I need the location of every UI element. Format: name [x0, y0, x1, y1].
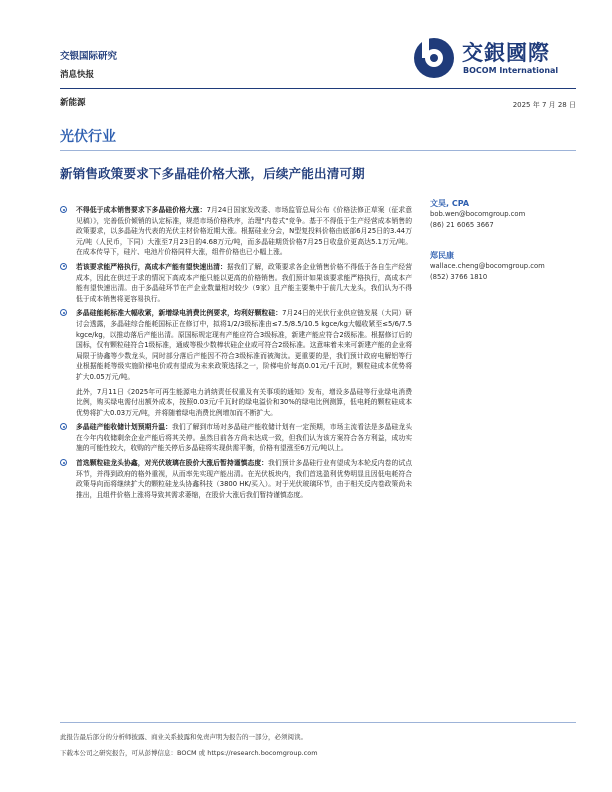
footer-divider — [60, 722, 576, 723]
bullet-lead: 多晶硅产能收储计划预期升温： — [76, 423, 173, 432]
bullet-text: 据我们了解，政策要求各企业销售价格不得低于各自生产经营成本，因此在供过于求的情况下高成本产能只能以更高的价格销售。我们预计如果该要求能严格执行，高成本产能有望快速出清。由于多晶硅环节在产企业数量相对较少（9家）且产能主要集中于前几大龙头，我们认为不得低于成本销售将更容易执行。 — [76, 262, 413, 303]
bullet-point — [60, 205, 412, 258]
logo-en: BOCOM International — [463, 66, 559, 75]
header-divider — [60, 88, 576, 89]
report-type: 消息快报 — [60, 70, 95, 80]
analyst-name: 郑民康 — [430, 251, 454, 260]
analyst-email[interactable]: bob.wen@bocomgroup.com — [430, 210, 526, 218]
bullet-lead: 首选颗粒硅龙头协鑫，对光伏玻璃在股价大涨后暂持谨慎态度： — [76, 459, 269, 468]
bullet-lead: 若该要求能严格执行，高成本产能有望快速出清： — [76, 262, 227, 271]
bocom-logo-icon — [412, 36, 456, 80]
bullet-point — [60, 458, 412, 500]
analyst-card — [430, 198, 525, 231]
report-body — [60, 205, 412, 504]
bullet-text: 我们预计多晶硅行业有望成为本轮反内卷的试点环节，并得到政府的格外重视，从而率先实现产能出清。在光伏板块内，我们首选盈利优势明显且因低电耗符合政策导向而将继续扩大的颗粒硅龙头协鑫科技（3800 HK/买入）。对于光伏玻璃环节，由于相关反内卷政策尚未推出，且组件价格上涨将导致其需求萎缩，在股价大涨后我们暂持谨慎态度。 — [76, 459, 413, 499]
disclaimer-note: 此报告最后部分的分析师披露、商业关系披露和免责声明为报告的一部分，必须阅读。 — [60, 733, 307, 741]
industry-label: 光伏行业 — [60, 129, 116, 145]
bullet-point — [60, 262, 412, 304]
extra-paragraph: 此外，7月11日《2025年可再生能源电力消纳责任权重及有关事项的通知》发布，增设多晶硅等行业绿电消费比例，购买绿电需付出额外成本，按照0.03元/千瓦时的绿电溢价和30%的绿电比例测算，低电耗的颗粒硅成本优势将扩大0.03万元/吨，并将随着绿电消费比例增加而不断扩大。 — [76, 387, 412, 417]
logo-cn: 交銀國際 — [462, 41, 550, 65]
bullet-icon — [60, 206, 67, 213]
analyst-email[interactable]: wallace.cheng@bocomgroup.com — [430, 262, 545, 270]
bullet-icon — [60, 263, 67, 270]
brand-name: 交银国际研究 — [60, 51, 118, 62]
bullet-point — [60, 422, 412, 454]
bullet-icon — [60, 423, 67, 430]
page-title: 新销售政策要求下多晶硅价格大涨，后续产能出清可期 — [60, 166, 365, 181]
bullet-text: 7月24日国家发改委、市场监管总局公布《价格法修正草案（征求意见稿）》，完善低价倾销的认定标准，规范市场价格秩序，治理"内卷式"竞争。基于不得低于生产经营成本销售的政策要求，以多晶硅为代表的光伏主材价格近期大涨。根据硅业分会，N型复投料价格由底部6月25日的3.44万元/吨（人民币，下同）大涨至7月23日的4.68万元/吨，而多晶硅期货价格7月25日收盘价更高达5.1万元/吨。在成本传导下，硅片、电池片价格同样大涨，组件价格也已小幅上涨。 — [76, 206, 412, 257]
bullet-point — [60, 308, 412, 382]
section-label: 新能源 — [60, 98, 86, 108]
bullet-text: 7月24日的光伏行业供应链发展（大同）研讨会透露，多晶硅综合能耗国标正在修订中，拟将1/2/3级标准由≤7.5/8.5/10.5 kgce/kg大幅收紧至≤5/6/7.5 kgce/kg，以推动落后产能出清。原国标规定现有产能应符合3级标准，新建产能应符合2级标准。根据修订后的国标，仅有颗粒硅符合1级标准，通威等极少数棒状硅企业或可符合2级标准。这意味着未来可新建产能的企业将局限于协鑫等少数龙头，同时部分落后产能因不符合3级标准而被淘汰。更重要的是，我们预计政府电解铝等行业根据能耗等级实施阶梯电价或有望成为未来政策选择之一，阶梯电价每高0.01元/千瓦时，颗粒硅成本优势将扩大0.05万元/吨。 — [76, 309, 412, 381]
analyst-phone: (852) 3766 1810 — [430, 273, 488, 281]
report-date: 2025 年 7 月 28 日 — [512, 101, 576, 109]
analyst-card — [430, 250, 545, 283]
bullet-text: 我们了解到市场对多晶硅产能收储计划有一定预期，市场主流看法是多晶硅龙头在今年内收储剩余企业产能后将其关停。虽然目前各方尚未达成一致，但我们认为该方案符合各方利益，成功实施的可能性较大，收购的产能关停后多晶硅将实现供需平衡，价格有望涨至6万元/吨以上。 — [76, 423, 413, 453]
bullet-icon — [60, 309, 67, 316]
analyst-phone: (86) 21 6065 3667 — [430, 221, 494, 229]
bullet-icon — [60, 459, 67, 466]
bullet-lead: 多晶硅能耗标准大幅收紧，新增绿电消费比例要求，均利好颗粒硅： — [76, 309, 283, 318]
bullet-lead: 不得低于成本销售要求下多晶硅价格大涨： — [76, 206, 207, 214]
title-divider — [60, 150, 576, 151]
download-note[interactable]: 下载本公司之研究报告，可从彭博信息：BOCM 或 https://research.bocomgroup.com — [60, 749, 318, 757]
analyst-name: 文昊, CPA — [430, 199, 470, 208]
